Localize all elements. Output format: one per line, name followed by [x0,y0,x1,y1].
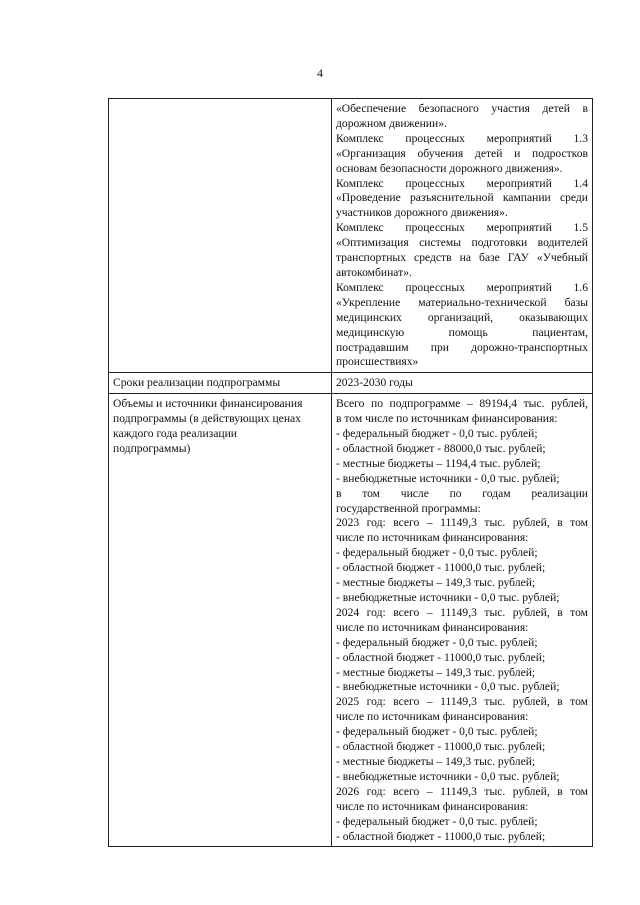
row-content-line: «Обеспечение безопасного участия детей в [336,102,588,115]
row-content-line: «Организация обучения детей и подростков [336,146,588,160]
row-content-line: - областной бюджет - 11000,0 тыс. рублей; [336,561,546,575]
row-content-line: в том числе по годам реализации [336,486,588,500]
table-row [109,394,593,847]
row-label-cell [109,394,332,847]
row-content-cell [332,99,593,373]
row-content-line: «Проведение разъяснительной кампании среди [336,191,588,205]
row-content-line: - внебюджетные источники - 0,0 тыс. рублей; [336,471,560,485]
row-content-line: основам безопасности дорожного движения». [336,161,563,175]
row-label-cell [109,373,332,394]
row-content-line: происшествиях» [336,355,419,369]
row-label-line: подпрограммы) [113,441,191,455]
table-row [109,99,593,373]
row-content-line: Всего по подпрограмме – 89194,4 тыс. рублей, [336,397,588,411]
table-row [109,373,593,394]
row-content-line: 2024 год: всего – 11149,3 тыс. рублей, в том [336,605,588,619]
row-content-line: числе по источникам финансирования: [336,531,529,545]
row-content-line: числе по источникам финансирования: [336,620,529,634]
row-content-line: государственной программы: [336,501,481,515]
row-label-line: подпрограммы (в действующих ценах [113,412,301,426]
row-content-line: автокомбинат». [336,265,412,279]
row-content-line: - внебюджетные источники - 0,0 тыс. рублей; [336,591,560,604]
row-content-line: - местные бюджеты – 149,3 тыс. рублей; [336,754,536,768]
row-label-line: Сроки реализации подпрограммы [113,376,281,390]
row-content-line: - внебюджетные источники - 0,0 тыс. рублей; [336,769,560,783]
row-content-line: - федеральный бюджет - 0,0 тыс. рублей; [336,546,538,560]
row-content-line: - местные бюджеты – 149,3 тыс. рублей; [336,665,536,679]
row-content-line: «Укрепление материально-технической базы [336,295,588,309]
row-label-cell [109,99,332,373]
row-label-line: Объемы и источники финансирования [113,397,303,411]
row-content-line: пострадавшим при дорожно-транспортных [336,340,588,354]
row-content-line: числе по источникам финансирования: [336,799,529,813]
row-content-line: - областной бюджет - 11000,0 тыс. рублей; [336,829,546,843]
row-content-line: - внебюджетные источники - 0,0 тыс. рублей; [336,680,560,694]
row-content-line: дорожном движении». [336,116,447,130]
row-content-line: - областной бюджет - 88000,0 тыс. рублей; [336,441,546,455]
row-content-line: Комплекс процессных мероприятий 1.6 [336,280,588,294]
row-content-line: - областной бюджет - 11000,0 тыс. рублей; [336,650,546,664]
row-content-line: - федеральный бюджет - 0,0 тыс. рублей; [336,814,538,828]
row-label-line: каждого года реализации [113,427,238,441]
row-content-line: медицинских организаций, оказывающих [336,310,588,324]
row-content-line: - федеральный бюджет - 0,0 тыс. рублей; [336,635,538,649]
row-content-line: 2023 год: всего – 11149,3 тыс. рублей, в том [336,516,588,530]
row-content-line: 2023-2030 годы [336,376,413,390]
row-content-line: Комплекс процессных мероприятий 1.3 [336,131,588,145]
row-content-line: - областной бюджет - 11000,0 тыс. рублей; [336,740,546,754]
row-content-line: 2026 год: всего – 11149,3 тыс. рублей, в том [336,784,588,798]
row-content-line: транспортных средств на базе ГАУ «Учебный [336,251,588,265]
row-content-line: участников дорожного движения». [336,206,508,220]
row-content-line: «Оптимизация системы подготовки водителей [336,236,588,250]
row-content-line: в том числе по источникам финансирования: [336,412,558,426]
subprogram-passport-table [108,98,593,847]
row-content-line: 2025 год: всего – 11149,3 тыс. рублей, в том [336,695,588,709]
row-content-line: числе по источникам финансирования: [336,710,529,724]
page-number: 4 [317,66,323,80]
row-content-line: - федеральный бюджет - 0,0 тыс. рублей; [336,725,538,739]
row-content-line: - местные бюджеты – 1194,4 тыс. рублей; [336,456,541,470]
row-content-line: - федеральный бюджет - 0,0 тыс. рублей; [336,427,538,441]
row-content-cell [332,373,593,394]
row-content-line: Комплекс процессных мероприятий 1.4 [336,176,588,190]
row-content-line: Комплекс процессных мероприятий 1.5 [336,221,588,235]
table-body [109,99,593,847]
row-content-line: медицинскую помощь пациентам, [336,325,588,339]
row-content-line: - местные бюджеты – 149,3 тыс. рублей; [336,576,536,590]
row-content-cell [332,394,593,847]
